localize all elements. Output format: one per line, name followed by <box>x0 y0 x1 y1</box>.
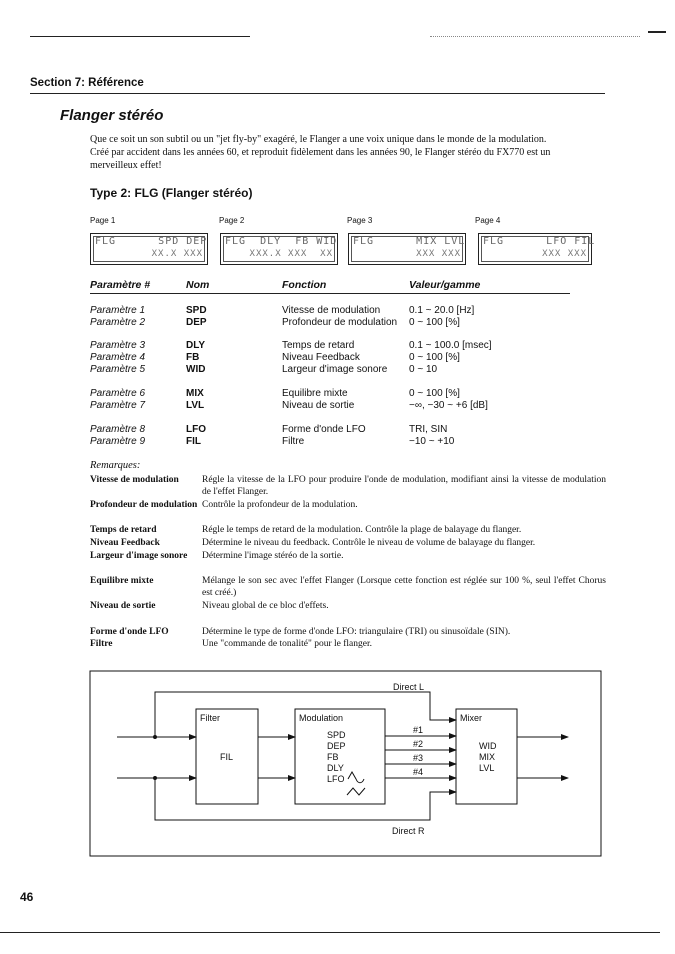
param-range: 0 ~ 100 [%] <box>409 388 460 399</box>
remark-desc: Contrôle la profondeur de la modulation. <box>202 500 358 510</box>
tap-label: #3 <box>413 753 424 763</box>
lcd-line-1: FLG DLY FB WID <box>225 236 338 247</box>
param-number: Paramètre 6 <box>90 388 146 399</box>
col-header-parametre: Paramètre # <box>90 279 151 291</box>
modulation-param: DLY <box>327 763 344 773</box>
param-range: 0.1 ~ 100.0 [msec] <box>409 340 492 351</box>
param-number: Paramètre 2 <box>90 317 146 328</box>
col-header-valeur: Valeur/gamme <box>409 279 481 291</box>
param-range: 0.1 ~ 20.0 [Hz] <box>409 305 475 316</box>
page-label-2: Page 2 <box>219 216 245 225</box>
param-function: Profondeur de modulation <box>282 317 398 328</box>
mixer-param: MIX <box>479 752 496 762</box>
param-function: Niveau Feedback <box>282 352 360 363</box>
remark-term: Largeur d'image sonore <box>90 551 188 561</box>
remark-desc: Une "commande de tonalité" pour le flanger. <box>202 639 372 649</box>
param-name: SPD <box>186 305 207 316</box>
param-function: Equilibre mixte <box>282 388 348 399</box>
remark-term: Temps de retard <box>90 525 157 535</box>
lcd-line-2: XXX XXX <box>416 249 461 259</box>
remark-desc: Régle le temps de retard de la modulation. Contrôle la plage de balayage du flanger. <box>202 525 522 535</box>
lcd-line-1: FLG LFO FIL <box>483 236 596 247</box>
lcd-line-2: XX.X XXX <box>151 249 203 259</box>
direct-r-label: Direct R <box>392 826 425 836</box>
param-function: Largeur d'image sonore <box>282 364 388 375</box>
param-function: Temps de retard <box>282 340 355 351</box>
intro-line: merveilleux effet! <box>90 160 162 171</box>
remark-term: Niveau Feedback <box>90 538 160 548</box>
remark-term: Profondeur de modulation <box>90 500 198 510</box>
tap-label: #2 <box>413 739 424 749</box>
page-title: Flanger stéréo <box>60 107 164 124</box>
param-range: 0 ~ 100 [%] <box>409 317 460 328</box>
type-subtitle: Type 2: FLG (Flanger stéréo) <box>90 186 253 200</box>
remark-desc: Mélange le son sec avec l'effet Flanger (Lorsque cette fonction est réglée sur 100 %, seul l'effet Chorus est créé.) <box>202 576 606 598</box>
page-label-4: Page 4 <box>475 216 501 225</box>
remark-desc: Régle la vitesse de la LFO pour produire l'onde de modulation, modifiant ainsi la vitesse de modulation de l'effet Flanger. <box>202 475 606 497</box>
param-function: Vitesse de modulation <box>282 305 381 316</box>
param-number: Paramètre 3 <box>90 340 146 351</box>
mixer-block-title: Mixer <box>460 713 482 723</box>
col-header-fonction: Fonction <box>282 279 327 291</box>
param-function: Niveau de sortie <box>282 400 355 411</box>
col-header-nom: Nom <box>186 279 210 291</box>
param-number: Paramètre 5 <box>90 364 146 375</box>
remark-term: Filtre <box>90 639 113 649</box>
modulation-param: DEP <box>327 741 346 751</box>
param-name: DEP <box>186 317 207 328</box>
mixer-param: LVL <box>479 763 495 773</box>
filter-param: FIL <box>220 752 234 762</box>
param-function: Forme d'onde LFO <box>282 424 366 435</box>
param-number: Paramètre 7 <box>90 400 146 411</box>
param-range: −10 ~ +10 <box>409 436 455 447</box>
param-name: FB <box>186 352 200 363</box>
bottom-rule <box>0 932 660 933</box>
remark-term: Vitesse de modulation <box>90 475 179 485</box>
page-number: 46 <box>20 890 34 904</box>
tap-label: #1 <box>413 725 424 735</box>
param-number: Paramètre 9 <box>90 436 146 447</box>
param-number: Paramètre 4 <box>90 352 146 363</box>
param-number: Paramètre 1 <box>90 305 146 316</box>
direct-l-label: Direct L <box>393 682 425 692</box>
remark-desc: Niveau global de ce bloc d'effets. <box>202 601 329 611</box>
param-name: WID <box>186 364 206 375</box>
lcd-line-2: XXX XXX <box>542 249 587 259</box>
section-header: Section 7: Référence <box>30 77 144 89</box>
param-name: FIL <box>186 436 201 447</box>
modulation-param: FB <box>327 752 339 762</box>
remark-term: Niveau de sortie <box>90 601 156 611</box>
mixer-param: WID <box>479 741 497 751</box>
remarks-heading: Remarques: <box>90 460 141 471</box>
remark-desc: Détermine l'image stéréo de la sortie. <box>202 551 344 561</box>
remark-term: Equilibre mixte <box>90 576 154 586</box>
param-name: LFO <box>186 424 206 435</box>
param-range: 0 ~ 10 <box>409 364 438 375</box>
intro-line: Créé par accident dans les années 60, et reproduit fidèlement dans les années 90, le Flanger stéréo du FX770 est un <box>90 147 551 158</box>
filter-block-title: Filter <box>200 713 220 723</box>
page-label-1: Page 1 <box>90 216 116 225</box>
lcd-line-1: FLG SPD DEP <box>95 236 208 247</box>
param-number: Paramètre 8 <box>90 424 146 435</box>
modulation-param: LFO <box>327 774 345 784</box>
lcd-line-1: FLG MIX LVL <box>353 236 466 247</box>
tap-label: #4 <box>413 767 424 777</box>
param-function: Filtre <box>282 436 305 447</box>
param-range: TRI, SIN <box>409 424 448 435</box>
remark-desc: Détermine le niveau du feedback. Contrôle le niveau de volume de balayage du flanger. <box>202 538 536 548</box>
lcd-line-2: XXX.X XXX XX <box>249 249 333 259</box>
modulation-param: SPD <box>327 730 346 740</box>
remark-term: Forme d'onde LFO <box>90 627 169 637</box>
intro-line: Que ce soit un son subtil ou un "jet fly-by" exagéré, le Flanger a une voix unique dans le monde de la modulation. <box>90 134 547 145</box>
param-range: −∞, −30 ~ +6 [dB] <box>409 400 488 411</box>
param-name: LVL <box>186 400 205 411</box>
param-name: MIX <box>186 388 204 399</box>
remark-desc: Détermine le type de forme d'onde LFO: triangulaire (TRI) ou sinusoïdale (SIN). <box>202 627 511 637</box>
page-label-3: Page 3 <box>347 216 373 225</box>
param-range: 0 ~ 100 [%] <box>409 352 460 363</box>
param-name: DLY <box>186 340 206 351</box>
modulation-block-title: Modulation <box>299 713 344 723</box>
